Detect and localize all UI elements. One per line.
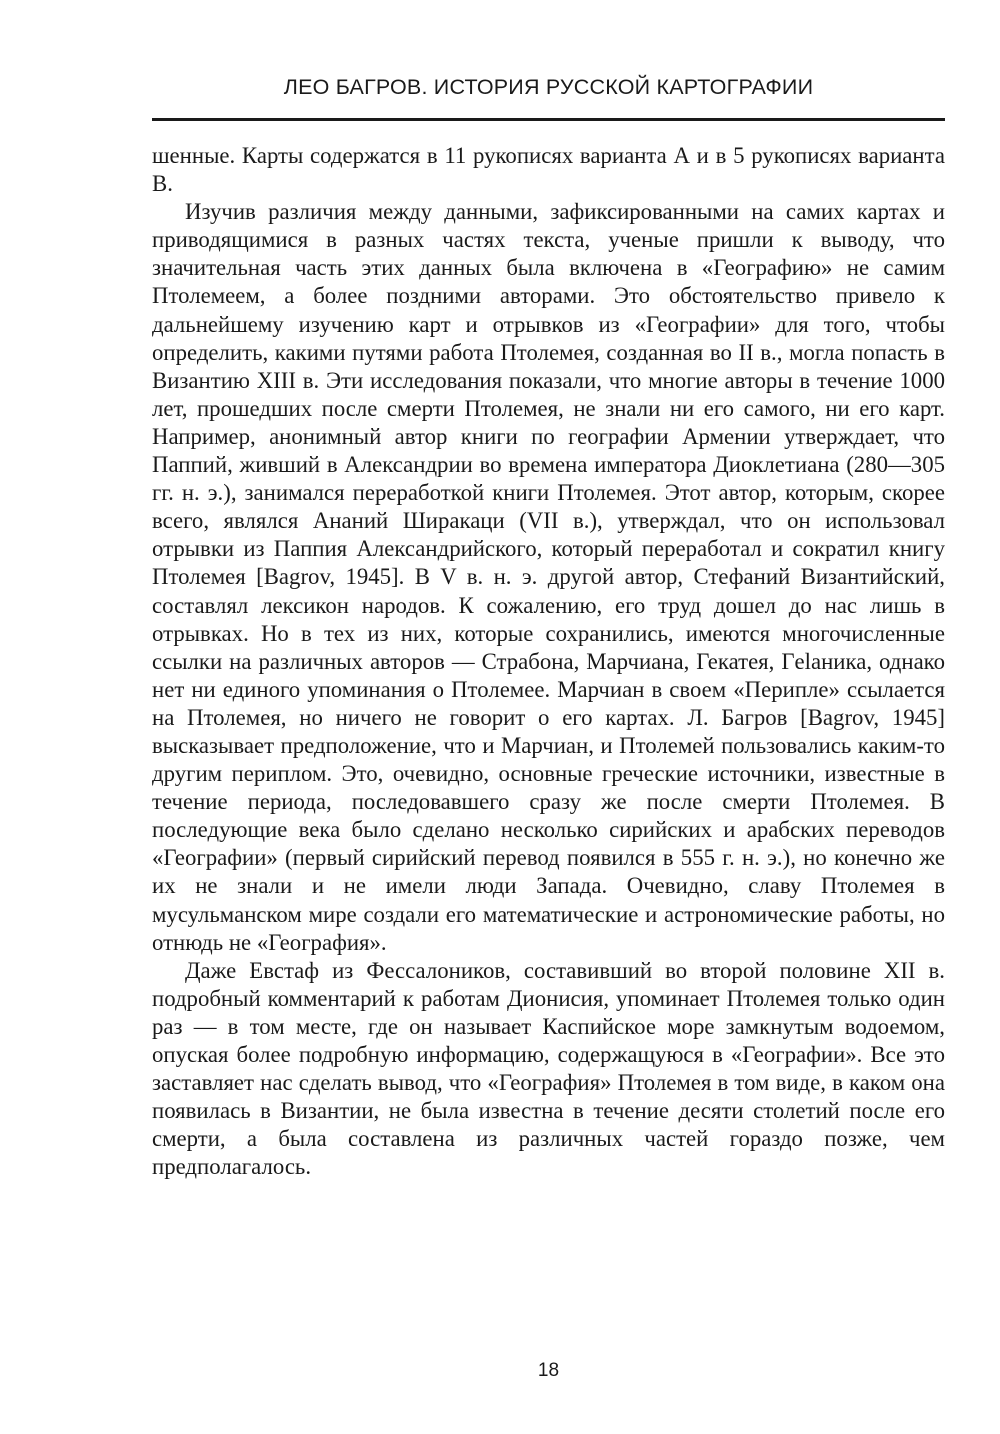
header-rule (152, 118, 945, 121)
paragraph-continuation: шенные. Карты содержатся в 11 рукописях варианта А и в 5 рукописях варианта В. (152, 143, 945, 197)
paragraph: Изучив различия между данными, зафиксированными на самих картах и приводящимися в разных частях текста, ученые пришли к выводу, что значительная часть этих данных была включена в «Географию» не самим Птолемеем, а более поздними авторами. Это обстоятельство привело к дальнейшему изучению карт и отрывков из «Географии» для того, чтобы определить, какими путями работа Птолемея, созданная во II в., могла попасть в Византию XIII в. Эти исследования показали, что многие авторы в течение 1000 лет, прошедших после смерти Птолемея, не знали ни его самого, ни его карт. Например, анонимный автор книги по географии Армении утверждает, что Паппий, живший в Александрии во времена императора Диоклетиана (280—305 гг. н. э.), занимался переработкой книги Птолемея. Этот автор, которым, скорее всего, являлся Ананий Ширакаци (VII в.), утверждал, что он использовал отрывки из Паппия Александрийского, который переработал и сократил книгу Птолемея [Bagrov, 1945]. В V в. н. э. другой автор, Стефаний Византийский, составлял лексикон народов. К сожалению, его труд дошел до нас лишь в отрывках. Но в тех из них, которые сохранились, имеются многочисленные ссылки на различных авторов — Страбона, Марчиана, Гекатея, Гelaника, однако нет ни единого упоминания о Птолемее. Марчиан в своем «Перипле» ссылается на Птолемея, но ничего не говорит о его картах. Л. Багров [Bagrov, 1945] высказывает предположение, что и Марчиан, и Птолемей пользовались каким-то другим периплом. Это, очевидно, основные греческие источники, известные в течение периода, последовавшего сразу же после смерти Птолемея. В последующие века было сделано несколько сирийских и арабских переводов «Географии» (первый сирийский перевод появился в 555 г. н. э.), но конечно же их не знали и не имели люди Запада. Очевидно, славу Птолемея в мусульманском мире создали его математические и астрономические работы, но отнюдь не «География». (152, 199, 945, 955)
page-number: 18 (537, 1360, 560, 1381)
paragraph: Даже Евстаф из Фессалоников, составивший во второй половине XII в. подробный комментарий к работам Дионисия, упоминает Птолемея только один раз — в том месте, где он называет Каспийское море замкнутым водоемом, опуская более подробную информацию, содержащуюся в «Географии». Все это заставляет нас сделать вывод, что «География» Птолемея в том виде, в каком она появилась в Византии, не была известна в течение десяти столетий после его смерти, а была составлена из различных частей гораздо позже, чем предполагалось. (152, 957, 945, 1180)
body-text (152, 142, 945, 1181)
running-head: ЛЕО БАГРОВ. ИСТОРИЯ РУССКОЙ КАРТОГРАФИИ (283, 75, 814, 99)
